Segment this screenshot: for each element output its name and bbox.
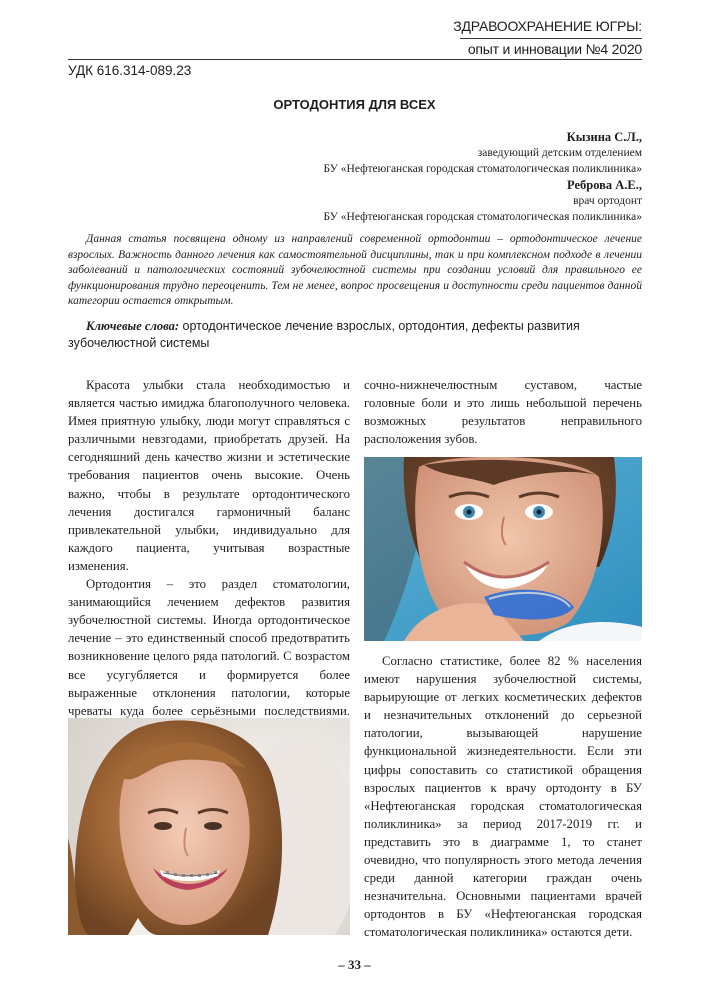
author-name: Кызина С.Л., (566, 130, 642, 144)
journal-issue: опыт и инновации №4 2020 (467, 41, 642, 57)
body-paragraph: Согласно статистике, более 82 % населения имеют нарушения зубочелюстной системы, варьирующие от легких косметических дефектов и незначительных отклонений до серьезной патологии, вызывающей нарушение функциональной жизнедеятельности. Если эти цифры сопоставить со статистикой обращения взрослых пациентов к врачу ортодонту в БУ «Нефтеюганская городская стоматологическая поликлиника» за период 2017-2019 гг. и представить это в диаграмме 1, то станет очевидно, что популярность этого метода лечения среди данной категории граждан очень незначительна. Основными пациентами врачей ортодонтов в БУ «Нефтеюганская городская стоматологическая поликлиника» остаются дети. (364, 654, 642, 940)
author-position: заведующий детским отделением (477, 147, 642, 159)
body-paragraph: Ортодонтия – это раздел стоматологии, занимающийся лечением дефектов развития зубочелюстной системы. Иногда ортодонтическое лечение – это единственный способ предотвратить возникновение целого ряда патологий. С возрастом все усугубляется и формируется более выраженные отклонения патологии, которые чреваты куда более серьёзными последствиями. (68, 577, 350, 718)
journal-title: ЗДРАВООХРАНЕНИЕ ЮГРЫ: (453, 18, 642, 34)
keywords (68, 318, 642, 352)
udc-code: УДК 616.314-089.23 (68, 63, 192, 78)
photo-woman-braces-graphic (68, 718, 350, 935)
body-column-left (68, 376, 350, 756)
author-organization: БУ «Нефтеюганская городская стоматологическая поликлиника» (323, 163, 642, 175)
photo-woman-braces (68, 718, 350, 935)
header-rule-lower (68, 59, 642, 60)
page-number: – 33 – (338, 957, 371, 972)
body-column-right-top (364, 376, 642, 448)
author-position: врач ортодонт (573, 195, 642, 207)
authors-block (240, 129, 642, 225)
article-title: ОРТОДОНТИЯ ДЛЯ ВСЕХ (273, 97, 436, 112)
abstract: Данная статья посвящена одному из направлений современной ортодонтии – ортодонтическое лечение взрослых. Важность данного лечения как самостоятельной дисциплины, так и при комплексном подходе в лечении заболеваний и патологических состояний зубочелюстной системы при создании условий для правильного ее функционирования трудно переоценить. Тем не менее, вопрос просвещения и доступности среди пациентов данной категории остается открытым. (68, 233, 642, 308)
body-column-right-bottom (364, 652, 642, 942)
header-rule-upper (460, 38, 642, 39)
photo-girl-retainer (364, 457, 642, 641)
keywords-label: Ключевые слова: (86, 319, 180, 333)
body-paragraph: сочно-нижнечелюстным суставом, частые головные боли и это лишь небольшой перечень возможных результатов неправильного расположения зубов. (364, 378, 642, 447)
author-organization: БУ «Нефтеюганская городская стоматологическая поликлиника» (323, 211, 642, 223)
photo-girl-retainer-graphic (364, 457, 642, 641)
author-name: Реброва А.Е., (566, 178, 642, 192)
body-paragraph: Красота улыбки стала необходимостью и является частью имиджа благополучного человека. Имея приятную улыбку, люди могут справляться с различными невзгодами, приобретать друзей. На сегодняшний день качество жизни и эстетические требования пациентов очень высокие. Очень важно, чтобы в результате ортодонтического лечения достигался гармоничный баланс привлекательной улыбки, индивидуально для каждого пациента, учитывая возрастные изменения. (68, 378, 350, 573)
keywords-text: ортодонтическое лечение взрослых, ортодонтия, дефекты развития зубочелюстной системы (68, 319, 580, 350)
